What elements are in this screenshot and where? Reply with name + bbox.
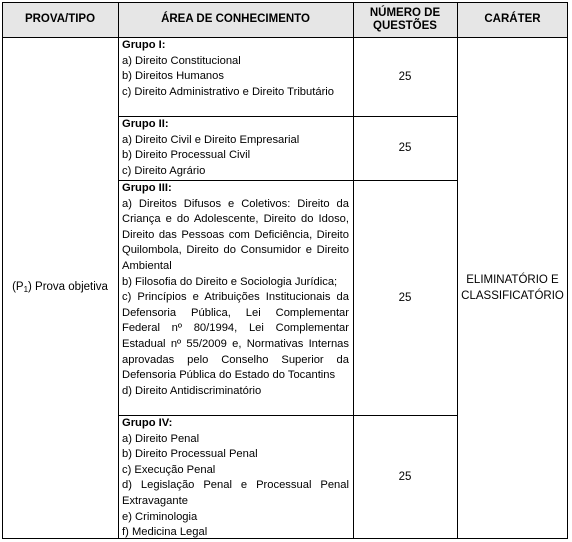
- group-3-questions: 25: [398, 291, 412, 304]
- list-item: a) Direitos Difusos e Coletivos: Direito da Criança e do Adolescente, Direito do Idoso, Direito das Pessoas com Deficiência, Direito Quilombola, Direito do Consumidor e Direito Ambiental: [122, 197, 349, 272]
- list-item: c) Execução Penal: [122, 463, 216, 476]
- group-4-questions: 25: [398, 471, 412, 483]
- list-item: c) Direito Administrativo e Direito Tributário: [122, 85, 335, 98]
- list-item: b) Direito Processual Civil: [122, 149, 251, 162]
- list-item: e) Criminologia: [122, 510, 198, 523]
- column-divider: [118, 2, 119, 539]
- list-item: b) Direito Processual Penal: [122, 448, 258, 461]
- exam-table: [2, 2, 568, 539]
- header-prova-tipo: PROVA/TIPO: [2, 2, 118, 37]
- list-item: f) Medicina Legal: [122, 526, 208, 539]
- group-2-questions: 25: [398, 142, 412, 154]
- header-carater: CARÁTER: [457, 2, 568, 37]
- header-area-conhecimento: ÁREA DE CONHECIMENTO: [118, 2, 353, 37]
- group-4-cell: [118, 415, 353, 539]
- row-divider: [118, 180, 457, 181]
- list-item: c) Princípios e Atribuições Institucionais da Defensoria Pública, Lei Complementar Federal nº 80/1994, Lei Complementar Estadual nº 55/2009 e, Normativas Internas aprovadas pelo Conselho Superior da Defensoria Pública do Estado do Tocantins: [122, 291, 349, 382]
- list-item: a) Direito Civil e Direito Empresarial: [122, 133, 300, 146]
- prova-tipo-label: $(P_1)$ Prova objetiva: [12, 280, 108, 294]
- row-divider: [118, 116, 457, 117]
- header-numero-questoes: NÚMERO DE QUESTÕES: [353, 2, 457, 37]
- column-divider: [353, 2, 354, 539]
- group-title: Grupo IV:: [122, 417, 173, 429]
- table-border-bottom: [2, 538, 568, 539]
- group-title: Grupo II:: [122, 118, 169, 130]
- column-divider: [457, 2, 458, 539]
- list-item: a) Direito Penal: [122, 432, 200, 445]
- list-item: d) Direito Antidiscriminatório: [122, 384, 262, 397]
- list-item: d) Legislação Penal e Processual Penal Extravagante: [122, 479, 349, 507]
- table-border-right: [567, 2, 568, 539]
- header-divider: [2, 37, 568, 38]
- group-1-questions: 25: [398, 70, 412, 83]
- table-border-left: [2, 2, 3, 539]
- list-item: b) Filosofia do Direito e Sociologia Jurídica;: [122, 275, 338, 288]
- group-1-cell: [118, 37, 353, 116]
- group-3-cell: [118, 180, 353, 415]
- row-divider: [118, 415, 457, 416]
- table-border-top: [2, 2, 568, 3]
- carater-cell: ELIMINATÓRIO E CLASSIFICATÓRIO: [461, 274, 564, 302]
- list-item: b) Direitos Humanos: [122, 70, 224, 83]
- group-2-cell: [118, 116, 353, 180]
- group-title: Grupo I:: [122, 39, 166, 51]
- group-title: Grupo III:: [122, 182, 172, 194]
- list-item: c) Direito Agrário: [122, 164, 206, 177]
- prova-tipo-cell: [2, 37, 118, 539]
- list-item: a) Direito Constitucional: [122, 54, 241, 67]
